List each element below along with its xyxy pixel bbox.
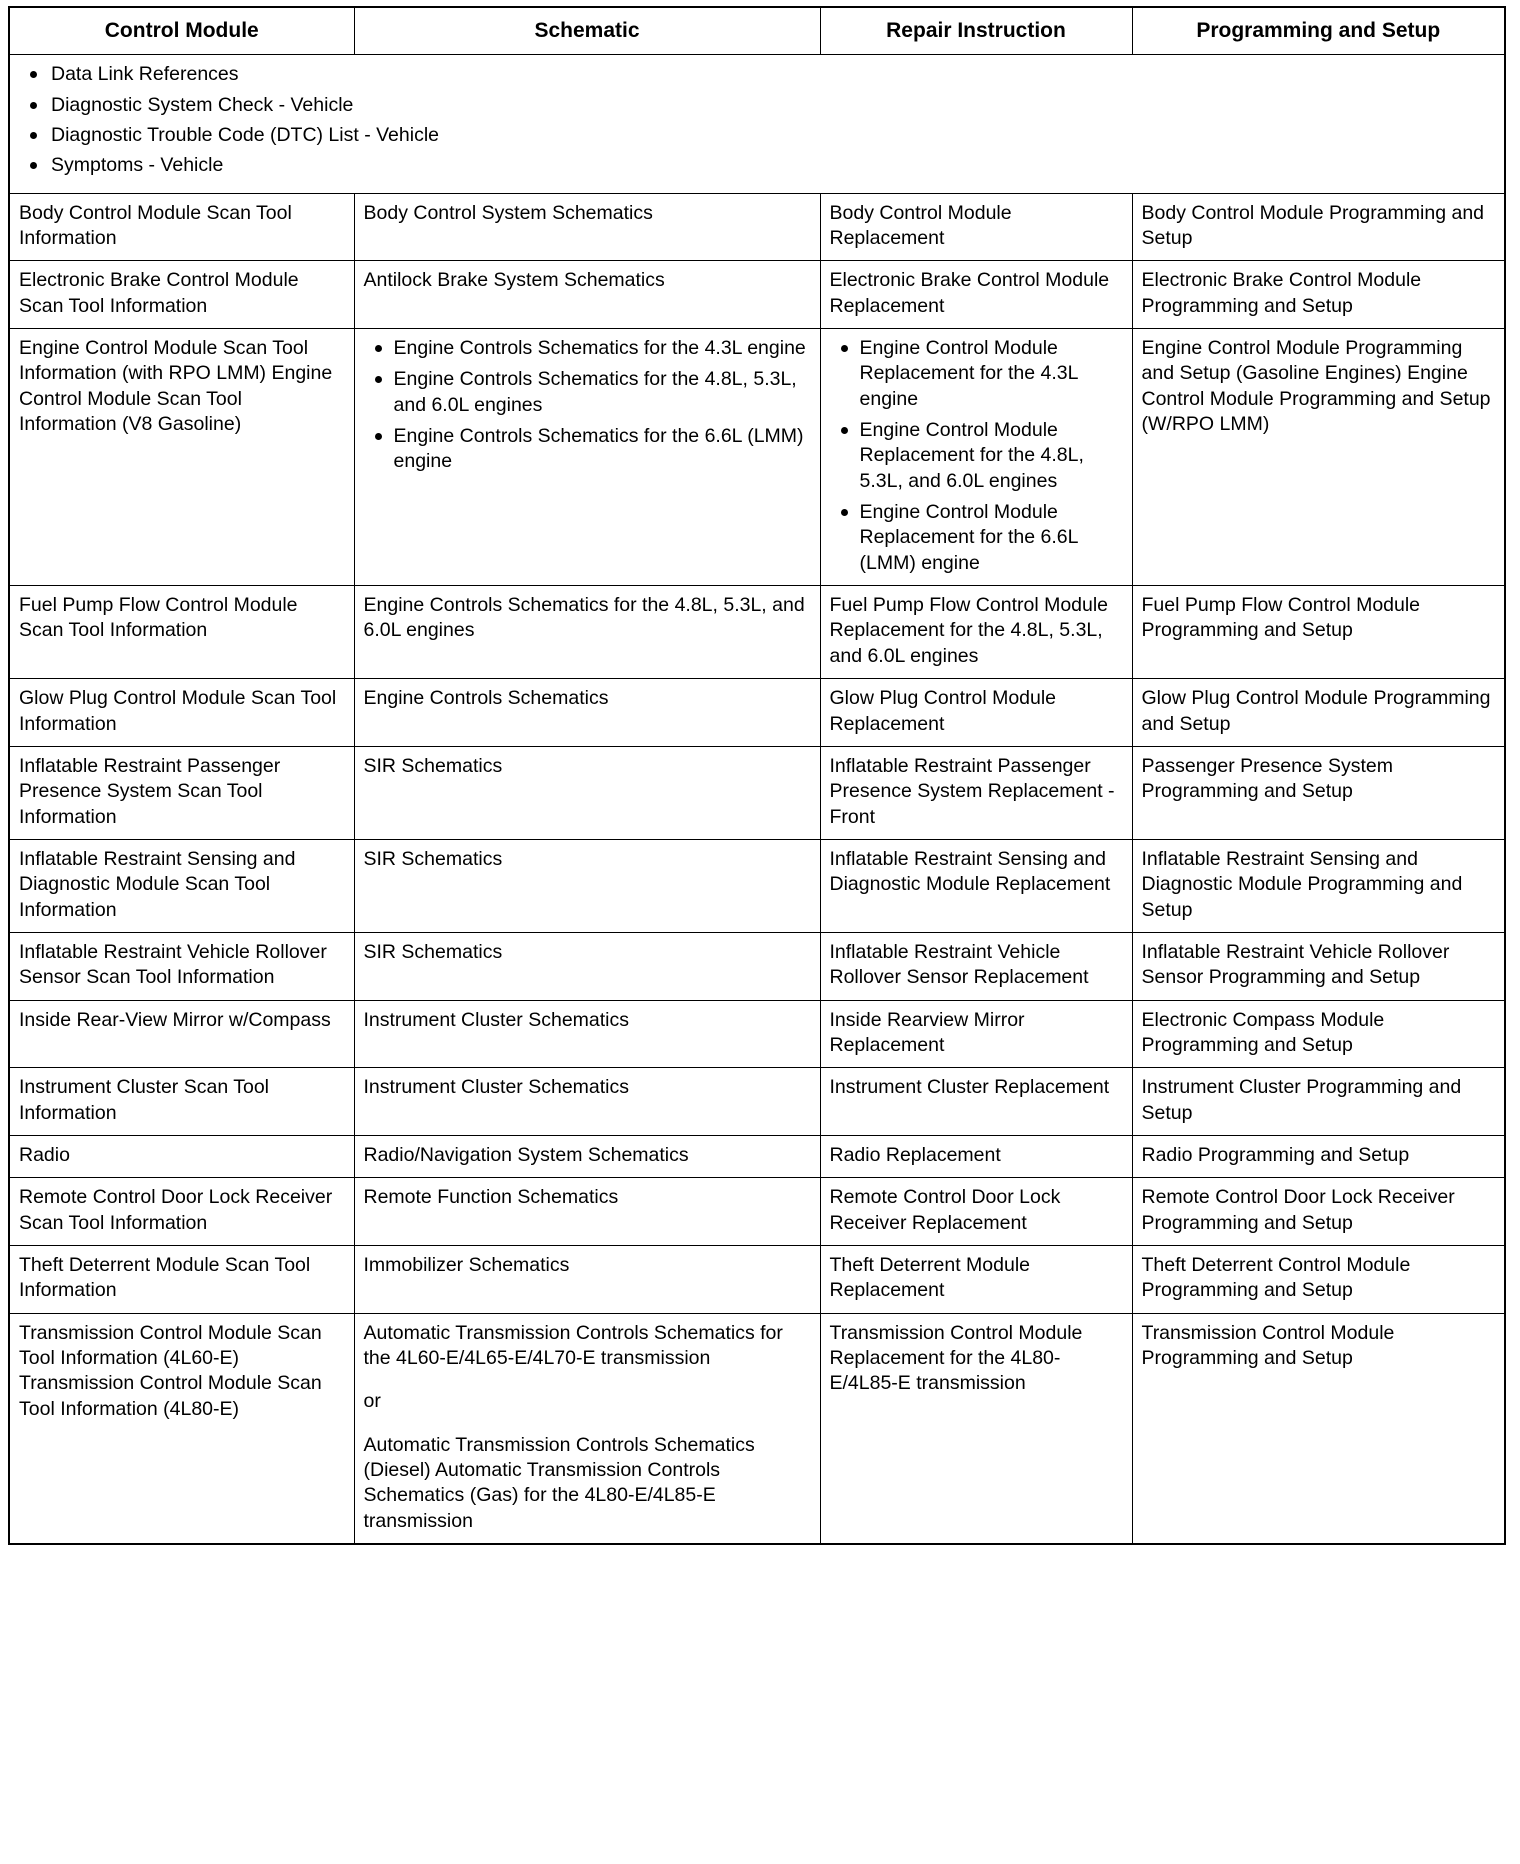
cell-control-module: Remote Control Door Lock Receiver Scan Tool Information: [9, 1178, 354, 1246]
cell-programming-and-setup: Theft Deterrent Control Module Programming and Setup: [1132, 1246, 1505, 1314]
table-row: [9, 1178, 1505, 1246]
cell-programming-and-setup: Electronic Brake Control Module Programming and Setup: [1132, 261, 1505, 329]
cell-schematic: Antilock Brake System Schematics: [354, 261, 820, 329]
table-header-row: [9, 7, 1505, 55]
table-row: [9, 586, 1505, 679]
cell-repair-instruction: Inflatable Restraint Sensing and Diagnostic Module Replacement: [820, 839, 1132, 932]
cell-control-module: Electronic Brake Control Module Scan Tool Information: [9, 261, 354, 329]
list-item: Diagnostic Trouble Code (DTC) List - Vehicle: [19, 123, 1495, 148]
cell-schematic: SIR Schematics: [354, 932, 820, 1000]
cell-control-module: Instrument Cluster Scan Tool Information: [9, 1068, 354, 1136]
list-item: Diagnostic System Check - Vehicle: [19, 93, 1495, 118]
table-row: [9, 1246, 1505, 1314]
cell-programming-and-setup: Inflatable Restraint Vehicle Rollover Sensor Programming and Setup: [1132, 932, 1505, 1000]
cell-repair-instruction: Glow Plug Control Module Replacement: [820, 679, 1132, 747]
cell-schematic: Remote Function Schematics: [354, 1178, 820, 1246]
cell-programming-and-setup: Electronic Compass Module Programming and Setup: [1132, 1000, 1505, 1068]
list-item: Engine Controls Schematics for the 6.6L (LMM) engine: [364, 424, 811, 475]
table-row: [9, 193, 1505, 261]
control-module-reference-table: [8, 6, 1506, 1545]
table-row: [9, 329, 1505, 586]
cell-schematic: Engine Controls Schematics: [354, 679, 820, 747]
column-header-schematic: Schematic: [354, 7, 820, 55]
cell-programming-and-setup: Passenger Presence System Programming and Setup: [1132, 746, 1505, 839]
cell-schematic: Instrument Cluster Schematics: [354, 1000, 820, 1068]
cell-programming-and-setup: Engine Control Module Programming and Setup (Gasoline Engines) Engine Control Module Programming and Setup (W/RPO LMM): [1132, 329, 1505, 586]
table-row: [9, 932, 1505, 1000]
cell-repair-instruction: Theft Deterrent Module Replacement: [820, 1246, 1132, 1314]
cell-control-module: Body Control Module Scan Tool Information: [9, 193, 354, 261]
table-row: [9, 1135, 1505, 1177]
cell-repair-instruction: Radio Replacement: [820, 1135, 1132, 1177]
cell-repair-instruction: [820, 329, 1132, 586]
cell-control-module: Theft Deterrent Module Scan Tool Information: [9, 1246, 354, 1314]
cell-control-module: Transmission Control Module Scan Tool Information (4L60-E) Transmission Control Module Scan Tool Information (4L80-E): [9, 1313, 354, 1544]
cell-control-module: Inflatable Restraint Vehicle Rollover Sensor Scan Tool Information: [9, 932, 354, 1000]
cell-control-module: Glow Plug Control Module Scan Tool Information: [9, 679, 354, 747]
cell-programming-and-setup: Radio Programming and Setup: [1132, 1135, 1505, 1177]
cell-programming-and-setup: Remote Control Door Lock Receiver Programming and Setup: [1132, 1178, 1505, 1246]
cell-repair-instruction: Inflatable Restraint Vehicle Rollover Sensor Replacement: [820, 932, 1132, 1000]
cell-repair-instruction: Instrument Cluster Replacement: [820, 1068, 1132, 1136]
cell-schematic: Body Control System Schematics: [354, 193, 820, 261]
schematic-paragraph: Automatic Transmission Controls Schematics for the 4L60-E/4L65-E/4L70-E transmission: [363, 1321, 783, 1370]
cell-control-module: Engine Control Module Scan Tool Information (with RPO LMM) Engine Control Module Scan Tool Information (V8 Gasoline): [9, 329, 354, 586]
cell-schematic: [354, 329, 820, 586]
cell-repair-instruction: Remote Control Door Lock Receiver Replacement: [820, 1178, 1132, 1246]
table-row: [9, 679, 1505, 747]
table-row: [9, 746, 1505, 839]
schematic-paragraph-or: or: [363, 1390, 381, 1413]
column-header-control-module: Control Module: [9, 7, 354, 55]
cell-programming-and-setup: Body Control Module Programming and Setup: [1132, 193, 1505, 261]
cell-programming-and-setup: Fuel Pump Flow Control Module Programming and Setup: [1132, 586, 1505, 679]
list-item: Symptoms - Vehicle: [19, 153, 1495, 178]
list-item: Data Link References: [19, 62, 1495, 87]
cell-schematic: Immobilizer Schematics: [354, 1246, 820, 1314]
cell-schematic: [354, 1313, 820, 1544]
cell-repair-instruction: Transmission Control Module Replacement for the 4L80-E/4L85-E transmission: [820, 1313, 1132, 1544]
schematic-list: [364, 336, 811, 475]
cell-control-module: Inflatable Restraint Sensing and Diagnostic Module Scan Tool Information: [9, 839, 354, 932]
cell-schematic: SIR Schematics: [354, 746, 820, 839]
schematic-paragraph: Automatic Transmission Controls Schematics (Diesel) Automatic Transmission Controls Schematics (Gas) for the 4L80-E/4L85-E transmission: [363, 1433, 755, 1532]
cell-repair-instruction: Inside Rearview Mirror Replacement: [820, 1000, 1132, 1068]
cell-repair-instruction: Body Control Module Replacement: [820, 193, 1132, 261]
cell-control-module: Fuel Pump Flow Control Module Scan Tool Information: [9, 586, 354, 679]
cell-repair-instruction: Inflatable Restraint Passenger Presence System Replacement - Front: [820, 746, 1132, 839]
column-header-repair-instruction: Repair Instruction: [820, 7, 1132, 55]
list-item: Engine Controls Schematics for the 4.3L engine: [364, 336, 811, 361]
general-references-cell: [9, 55, 1505, 193]
cell-repair-instruction: Electronic Brake Control Module Replacement: [820, 261, 1132, 329]
cell-control-module: Inside Rear-View Mirror w/Compass: [9, 1000, 354, 1068]
column-header-programming-and-setup: Programming and Setup: [1132, 7, 1505, 55]
cell-schematic: SIR Schematics: [354, 839, 820, 932]
cell-control-module: Inflatable Restraint Passenger Presence System Scan Tool Information: [9, 746, 354, 839]
table-notes-row: [9, 55, 1505, 193]
table-row: [9, 839, 1505, 932]
cell-control-module: Radio: [9, 1135, 354, 1177]
cell-programming-and-setup: Glow Plug Control Module Programming and Setup: [1132, 679, 1505, 747]
cell-programming-and-setup: Transmission Control Module Programming and Setup: [1132, 1313, 1505, 1544]
general-references-list: [19, 62, 1495, 178]
list-item: Engine Control Module Replacement for the 4.3L engine: [830, 336, 1123, 412]
list-item: Engine Controls Schematics for the 4.8L, 5.3L, and 6.0L engines: [364, 367, 811, 418]
cell-programming-and-setup: Inflatable Restraint Sensing and Diagnostic Module Programming and Setup: [1132, 839, 1505, 932]
table-row: [9, 261, 1505, 329]
cell-programming-and-setup: Instrument Cluster Programming and Setup: [1132, 1068, 1505, 1136]
list-item: Engine Control Module Replacement for the 4.8L, 5.3L, and 6.0L engines: [830, 418, 1123, 494]
cell-schematic: Radio/Navigation System Schematics: [354, 1135, 820, 1177]
table-row: [9, 1000, 1505, 1068]
cell-repair-instruction: Fuel Pump Flow Control Module Replacement for the 4.8L, 5.3L, and 6.0L engines: [820, 586, 1132, 679]
table-row: [9, 1068, 1505, 1136]
repair-instruction-list: [830, 336, 1123, 576]
cell-schematic: Instrument Cluster Schematics: [354, 1068, 820, 1136]
table-row: [9, 1313, 1505, 1544]
list-item: Engine Control Module Replacement for the 6.6L (LMM) engine: [830, 500, 1123, 576]
cell-schematic: Engine Controls Schematics for the 4.8L, 5.3L, and 6.0L engines: [354, 586, 820, 679]
